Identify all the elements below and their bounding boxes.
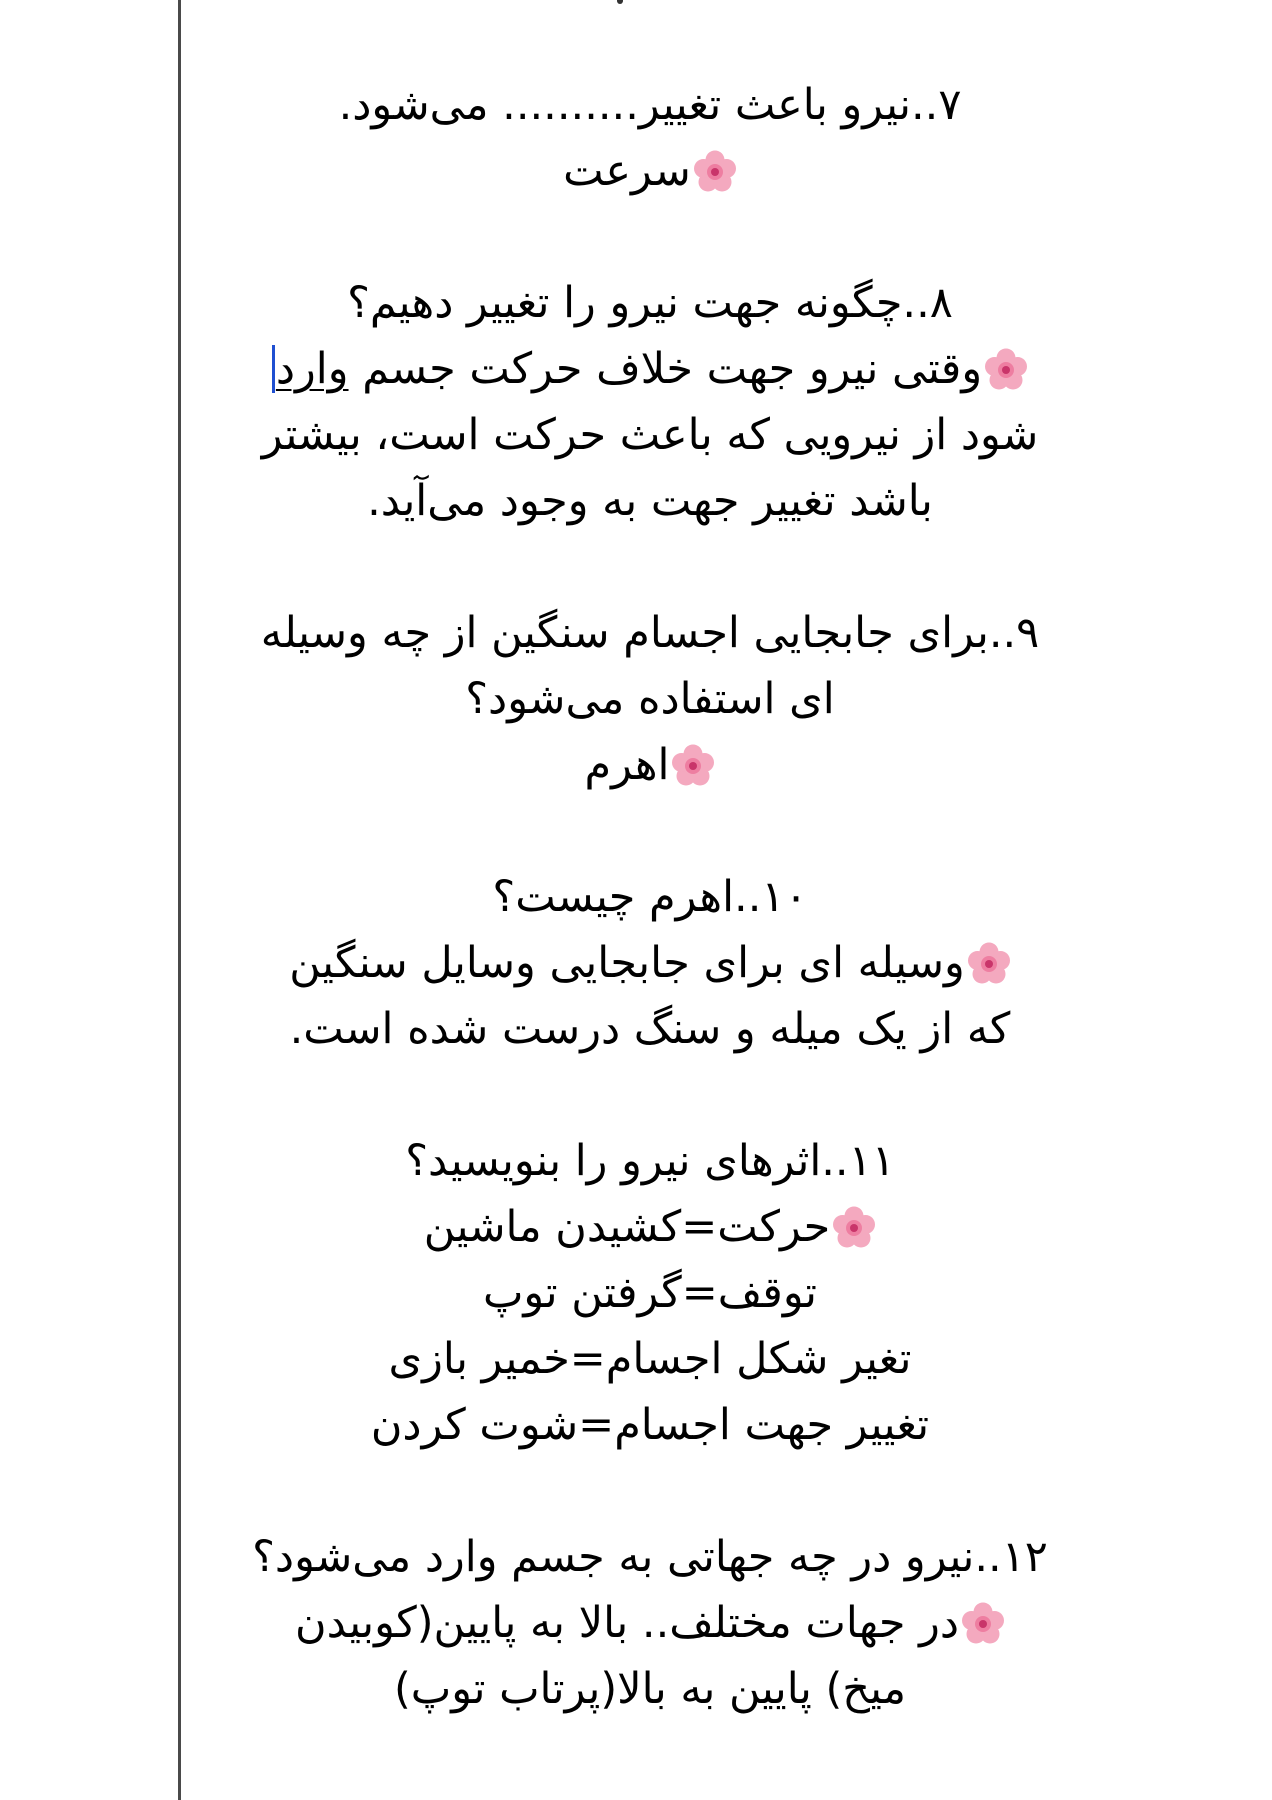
answer-10-line-1 xyxy=(200,930,1100,996)
answer-11-line-4: تغییر جهت اجسام=شوت کردن xyxy=(370,1400,930,1450)
text-cursor xyxy=(272,345,275,393)
question-11: ۱۱..اثرهای نیرو را بنویسید؟ xyxy=(405,1136,895,1186)
answer-11-text-1: حرکت=کشیدن ماشین xyxy=(423,1202,831,1252)
pink-flower-icon xyxy=(961,1602,1005,1646)
answer-12-text-1: در جهات مختلف.. بالا به پایین(کوبیدن xyxy=(294,1598,959,1648)
question-9-line-2: ای استفاده می‌شود؟ xyxy=(465,674,835,724)
pink-flower-icon xyxy=(832,1206,876,1250)
pink-flower-icon xyxy=(984,348,1028,392)
pink-flower-icon xyxy=(693,150,737,194)
pink-flower-icon xyxy=(671,744,715,788)
answer-12-line-1 xyxy=(200,1590,1100,1656)
qa-item-10 xyxy=(200,864,1100,1062)
page-margin-line xyxy=(178,0,181,1800)
qa-item-7 xyxy=(200,72,1100,204)
answer-7 xyxy=(200,138,1100,204)
answer-7-text: سرعت xyxy=(563,146,691,196)
answer-11-line-1 xyxy=(200,1194,1100,1260)
qa-item-9 xyxy=(200,600,1100,798)
qa-item-8 xyxy=(200,270,1100,534)
answer-8-line-1 xyxy=(200,336,1100,402)
qa-item-11 xyxy=(200,1128,1100,1458)
answer-12-line-2: میخ) پایین به بالا(پرتاب توپ) xyxy=(393,1664,907,1714)
question-12: ۱۲..نیرو در چه جهاتی به جسم وارد می‌شود؟ xyxy=(252,1532,1048,1582)
answer-8-line-3: باشد تغییر جهت به وجود می‌آید. xyxy=(367,476,933,526)
qa-item-12 xyxy=(200,1524,1100,1722)
pink-flower-icon xyxy=(967,942,1011,986)
answer-8-underlined-word[interactable]: وارد xyxy=(275,344,349,394)
document-body xyxy=(200,72,1100,1788)
answer-9 xyxy=(200,732,1100,798)
answer-11-line-2: توقف=گرفتن توپ xyxy=(482,1268,818,1318)
question-10: ۱۰..اهرم چیست؟ xyxy=(492,872,808,922)
question-9-line-1: ۹..برای جابجایی اجسام سنگین از چه وسیله xyxy=(260,608,1040,658)
answer-8-prefix: وقتی نیرو جهت خلاف حرکت جسم xyxy=(348,344,983,394)
answer-11-line-3: تغیر شکل اجسام=خمیر بازی xyxy=(388,1334,912,1384)
answer-10-text-1: وسیله ای برای جابجایی وسایل سنگین xyxy=(289,938,965,988)
top-cropped-mark xyxy=(617,0,623,4)
answer-8-line-2: شود از نیرویی که باعث حرکت است، بیشتر xyxy=(261,410,1039,460)
question-7: ۷..نیرو باعث تغییر.......... می‌شود. xyxy=(338,80,962,130)
answer-10-line-2: که از یک میله و سنگ درست شده است. xyxy=(289,1004,1011,1054)
answer-9-text: اهرم xyxy=(584,740,670,790)
question-8: ۸..چگونه جهت نیرو را تغییر دهیم؟ xyxy=(347,278,953,328)
